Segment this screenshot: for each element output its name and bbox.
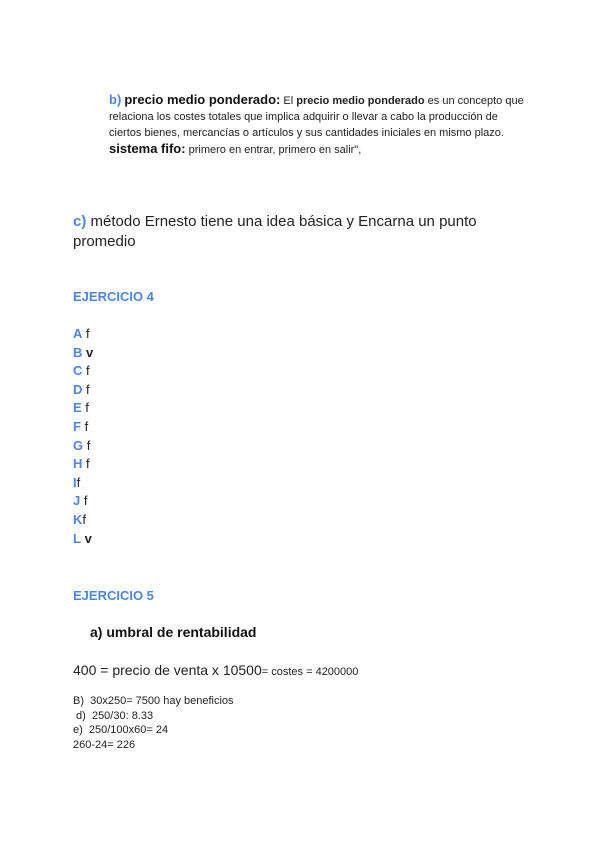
section-b <box>109 92 529 158</box>
answer-row <box>73 325 93 344</box>
section-b-letter: b) <box>109 92 122 107</box>
answer-row <box>73 511 93 530</box>
answer-letter: K <box>73 511 83 527</box>
answer-value: f <box>85 400 89 416</box>
answer-value: v <box>84 530 92 546</box>
answer-row <box>73 362 93 381</box>
answer-value: f <box>76 474 81 490</box>
ejercicio-4-heading: EJERCICIO 4 <box>73 289 154 304</box>
answer-value: f <box>86 326 90 341</box>
section-b-text-prefix: El <box>283 95 297 107</box>
answer-row <box>73 381 93 400</box>
fifo-text: primero en entrar, primero en salir", <box>185 144 362 156</box>
ejercicio-4-list <box>73 325 93 548</box>
answer-letter: F <box>73 418 81 434</box>
calc-line: B) 30x250= 7500 hay beneficios <box>73 695 234 707</box>
section-b-title: precio medio ponderado: <box>124 92 281 107</box>
answer-value: f <box>86 363 90 379</box>
answer-letter: D <box>73 381 83 397</box>
answer-letter: J <box>73 493 81 509</box>
answer-row <box>73 492 93 511</box>
answer-row <box>73 437 93 456</box>
calc-line: d) 250/30: 8.33 <box>73 709 154 722</box>
answer-letter: E <box>73 400 82 416</box>
calc-line: 260-24= 226 <box>73 738 136 751</box>
ejercicio-5-subheading: a) umbral de rentabilidad <box>90 624 257 640</box>
fifo-title: sistema fifo: <box>109 141 186 156</box>
answer-letter: C <box>73 363 83 379</box>
answer-value: f <box>82 511 87 527</box>
answer-letter: H <box>73 456 83 472</box>
answer-row <box>73 418 93 437</box>
section-c-text: método Ernesto tiene una idea básica y Encarna un punto promedio <box>73 213 477 250</box>
answer-row <box>73 399 93 418</box>
answer-row <box>73 344 93 363</box>
answer-value: f <box>86 456 90 472</box>
section-b-text: es un concepto que relaciona los costes totales que implica adquirir o llevar a cabo la producción de ciertos bienes, mercancías o artículos y sus cantidades iniciales en mismo plazo. <box>109 95 524 139</box>
answer-row <box>73 455 93 474</box>
equation-small: = costes = 4200000 <box>261 666 359 678</box>
answer-letter: I <box>73 474 77 490</box>
answer-row <box>73 530 93 549</box>
answer-value: v <box>86 344 94 360</box>
equation <box>73 662 358 678</box>
answer-letter: L <box>73 530 81 546</box>
answer-row <box>73 474 93 493</box>
answer-value: f <box>86 381 90 397</box>
answer-value: f <box>83 493 88 509</box>
answer-letter: B <box>73 344 83 360</box>
answer-value: f <box>86 437 91 453</box>
calculations <box>73 694 234 752</box>
answer-letter: G <box>73 437 84 453</box>
calc-line: e) 250/100x60= 24 <box>73 724 169 736</box>
answer-letter: A <box>73 326 83 341</box>
section-b-bold-phrase: precio medio ponderado <box>296 95 425 107</box>
section-c-letter: c) <box>73 213 87 230</box>
section-c <box>73 212 493 252</box>
equation-main: 400 = precio de venta x 10500 <box>73 662 262 678</box>
ejercicio-5-heading: EJERCICIO 5 <box>73 588 154 603</box>
answer-value: f <box>84 418 89 434</box>
